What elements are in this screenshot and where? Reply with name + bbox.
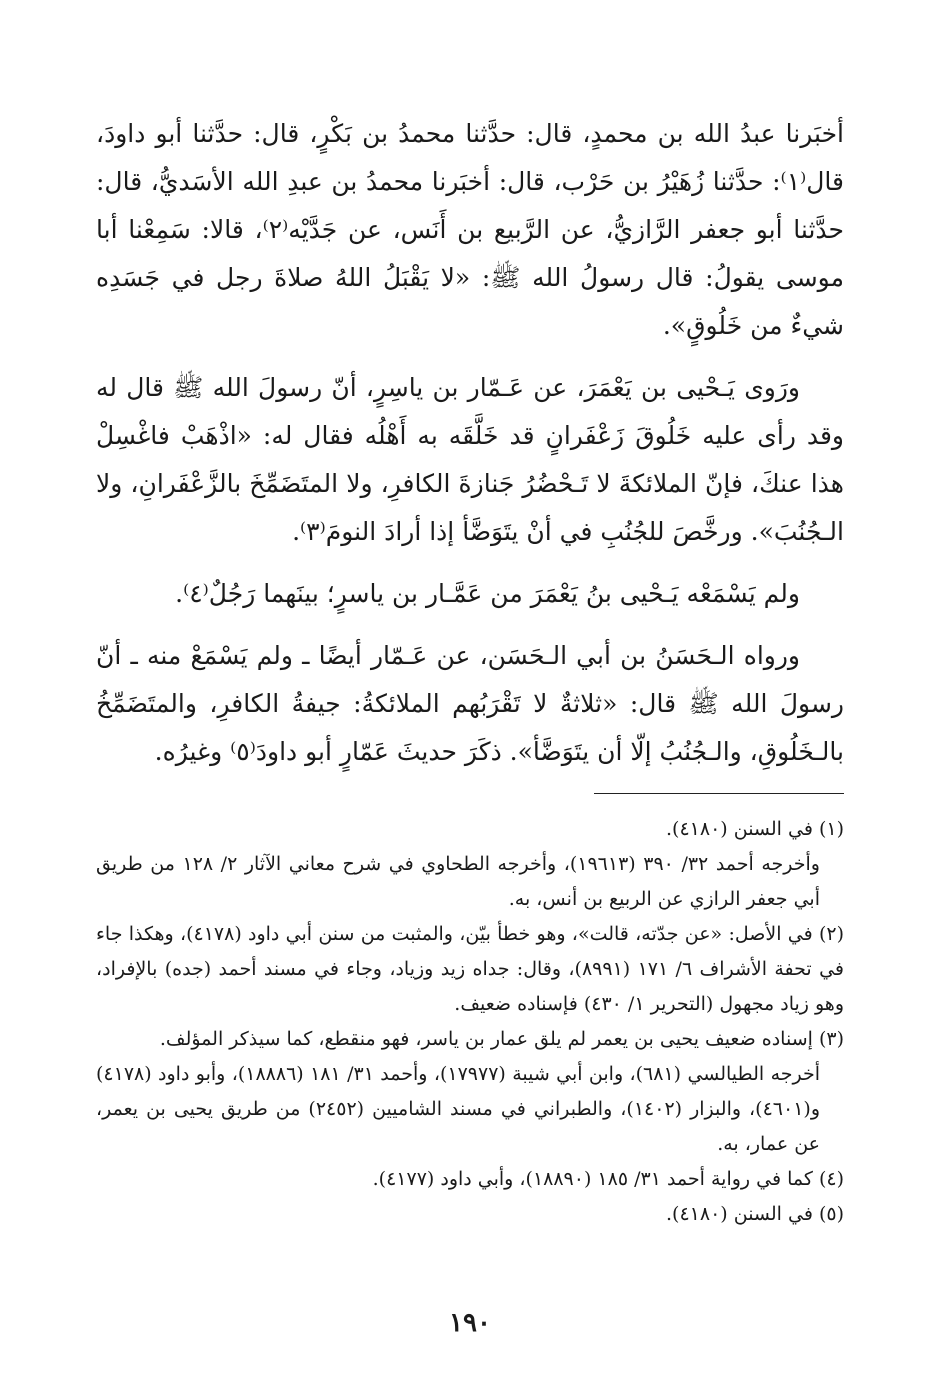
footnote-2: (٢) في الأصل: «عن جدّته، قالت»، وهو خطأ بيّن، والمثبت من سنن أبي داود (٤١٧٨)، وهكذا جاء في تحفة الأشراف ٦/ ١٧١ (٨٩٩١)، وقال: جداه زيد وزياد، وجاء في مسند أحمد (جده) بالإفراد، وهو زياد مجهول (التحرير ١/ ٤٣٠) فإسناده ضعيف. — [96, 923, 844, 1015]
footnote-1-continuation: وأخرجه أحمد ٣٢/ ٣٩٠ (١٩٦١٣)، وأخرجه الطحاوي في شرح معاني الآثار ٢/ ١٢٨ من طريق أبي جعفر الرازي عن الربيع بن أنس، به. — [96, 853, 820, 910]
footnote-4: (٤) كما في رواية أحمد ٣١/ ١٨٥ (١٨٨٩٠)، وأبي داود (٤١٧٧). — [372, 1168, 844, 1190]
paragraph-2: ورَوى يَـحْيى بن يَعْمَرَ، عن عَـمّار بن ياسِرٍ، أنّ رسولَ الله ﷺ قال له وقد رأى عليه خَلُوقَ زَعْفَرانٍ قد خَلَّقَه به أَهْلُه فقال له: «اذْهَبْ فاغْسِلْ هذا عنكَ، فإنّ الملائكةَ لا تَـحْضُرُ جَنازةَ الكافرِ، ولا المتَضَمِّخَ بالزَّعْفَرانِ، ولا الـجُنُبَ». ورخَّصَ للجُنُبِ في أنْ يتَوَضَّأ إذا أرادَ النومَ⁽٣⁾. — [96, 373, 844, 546]
paragraph-1: أخبَرنا عبدُ الله بن محمدٍ، قال: حدَّثنا محمدُ بن بَكْرٍ، قال: حدَّثنا أبو داودَ، قال⁽١⁾: حدَّثنا زُهَيْرُ بن حَرْب، قال: أخبَرنا محمدُ بن عبدِ الله الأسَديُّ، قال: حدَّثنا أبو جعفر الرَّازيُّ، عن الرَّبيع بن أَنَس، عن جَدَّيْه⁽٢⁾، قالا: سَمِعْنا أبا موسى يقولُ: قال رسولُ الله ﷺ: «لا يَقْبَلُ اللهُ صلاةَ رجل في جَسَدِه شيءٌ من خَلُوقٍ». — [96, 119, 844, 340]
footnote-3-continuation: أخرجه الطيالسي (٦٨١)، وابن أبي شيبة (١٧٩٧٧)، وأحمد ٣١/ ١٨١ (١٨٨٨٦)، وأبو داود (٤١٧٨) و(٤٦٠١)، والبزار (١٤٠٢)، والطبراني في مسند الشاميين (٢٤٥٢) من طريق يحيى بن يعمر، عن عمار، به. — [96, 1063, 821, 1155]
main-text-body — [96, 110, 844, 776]
footnote-5: (٥) في السنن (٤١٨٠). — [666, 1203, 844, 1225]
page-number: ١٩٠ — [449, 1308, 491, 1338]
footnotes — [96, 812, 844, 1232]
paragraph-4: ورواه الـحَسَنُ بن أبي الـحَسَن، عن عَـمّار أيضًا ـ ولم يَسْمَعْ منه ـ أنّ رسولَ الله ﷺ قال: «ثلاثةٌ لا تَقْرَبُهم الملائكةُ: جيفةُ الكافرِ، والمتَضَمِّخُ بالـخَلُوقِ، والـجُنُبُ إلّا أن يتَوَضَّأ». ذكَرَ حديثَ عَمّارٍ أبو داودَ⁽٥⁾ وغيرُه. — [96, 641, 844, 766]
footnote-separator — [594, 793, 844, 794]
footnote-1: (١) في السنن (٤١٨٠). — [666, 818, 844, 840]
paragraph-3: ولم يَسْمَعْه يَـحْيى بنُ يَعْمَرَ من عَمَّـار بن ياسرٍ؛ بينَهما رَجُلٌ⁽٤⁾. — [175, 579, 800, 608]
footnote-3: (٣) إسناده ضعيف يحيى بن يعمر لم يلق عمار بن ياسر، فهو منقطع، كما سيذكر المؤلف. — [159, 1028, 844, 1050]
